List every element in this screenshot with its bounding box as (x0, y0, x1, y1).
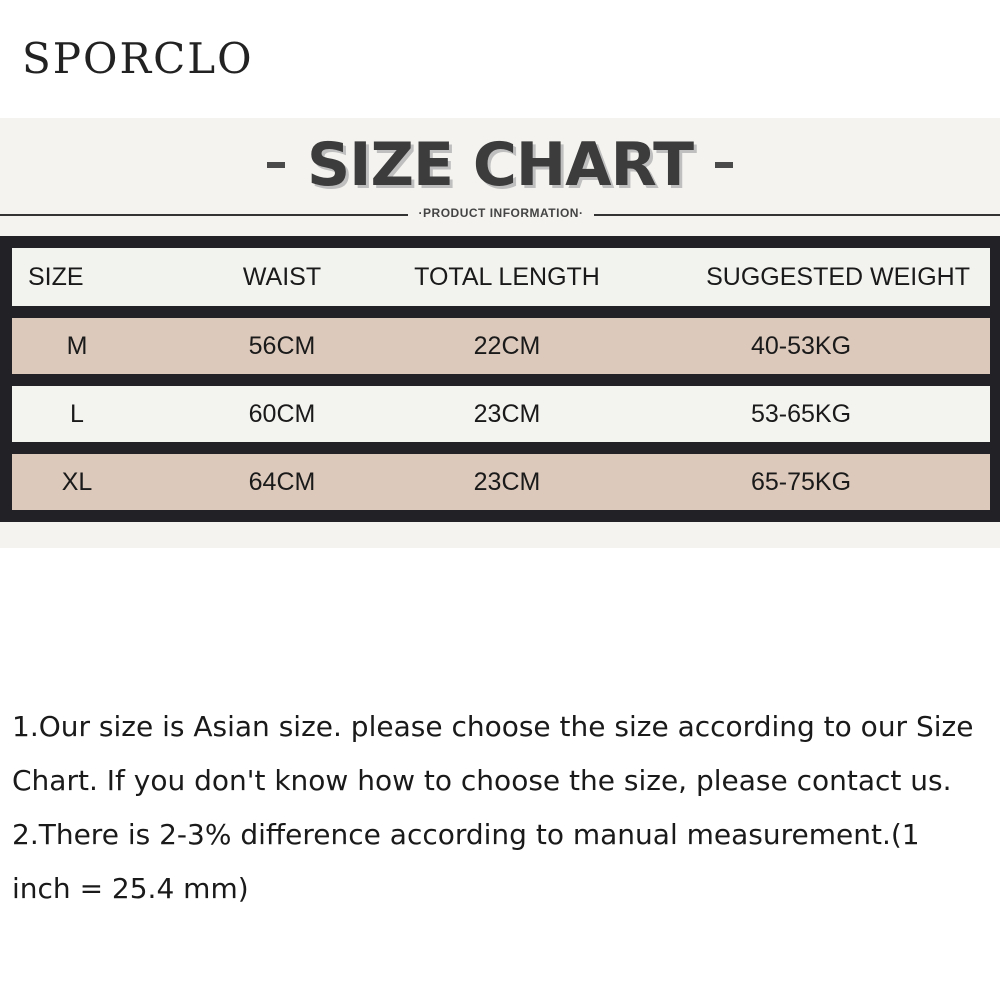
table-header-row (12, 248, 990, 306)
chart-subtitle-text: PRODUCT INFORMATION (423, 206, 579, 220)
divider-right (594, 214, 1000, 216)
chart-subtitle: ·PRODUCT INFORMATION· (418, 206, 584, 220)
table-row (12, 386, 990, 442)
cell-suggested-weight: 65-75KG (750, 467, 852, 496)
header-size: SIZE (28, 262, 84, 291)
cell-size: M (66, 331, 88, 360)
header-waist: WAIST (242, 262, 322, 291)
cell-total-length: 22CM (473, 331, 541, 360)
cell-total-length: 23CM (473, 467, 541, 496)
cell-suggested-weight: 40-53KG (750, 331, 852, 360)
header-total-length: TOTAL LENGTH (414, 262, 600, 291)
cell-waist: 64CM (248, 467, 316, 496)
cell-waist: 56CM (248, 331, 316, 360)
note-2: 2.There is 2-3% difference according to manual measurement.(1 inch = 25.4 mm) (12, 818, 920, 905)
note-1: 1.Our size is Asian size. please choose the size according to our Size Chart. If you don't know how to choose the size, please contact us. (12, 710, 974, 797)
cell-total-length: 23CM (473, 399, 541, 428)
chart-title: SIZE CHART (306, 130, 694, 200)
cell-size: XL (61, 467, 93, 496)
cell-waist: 60CM (248, 399, 316, 428)
size-notes (12, 700, 982, 916)
table-row (12, 318, 990, 374)
divider-left (0, 214, 408, 216)
table-row (12, 454, 990, 510)
title-dash-left (267, 162, 285, 168)
chart-heading (0, 130, 1000, 200)
title-dash-right (715, 162, 733, 168)
cell-size: L (70, 399, 84, 428)
header-suggested-weight: SUGGESTED WEIGHT (706, 262, 970, 291)
size-table (0, 236, 1000, 522)
brand-logo: SPORCLO (22, 34, 254, 83)
cell-suggested-weight: 53-65KG (750, 399, 852, 428)
